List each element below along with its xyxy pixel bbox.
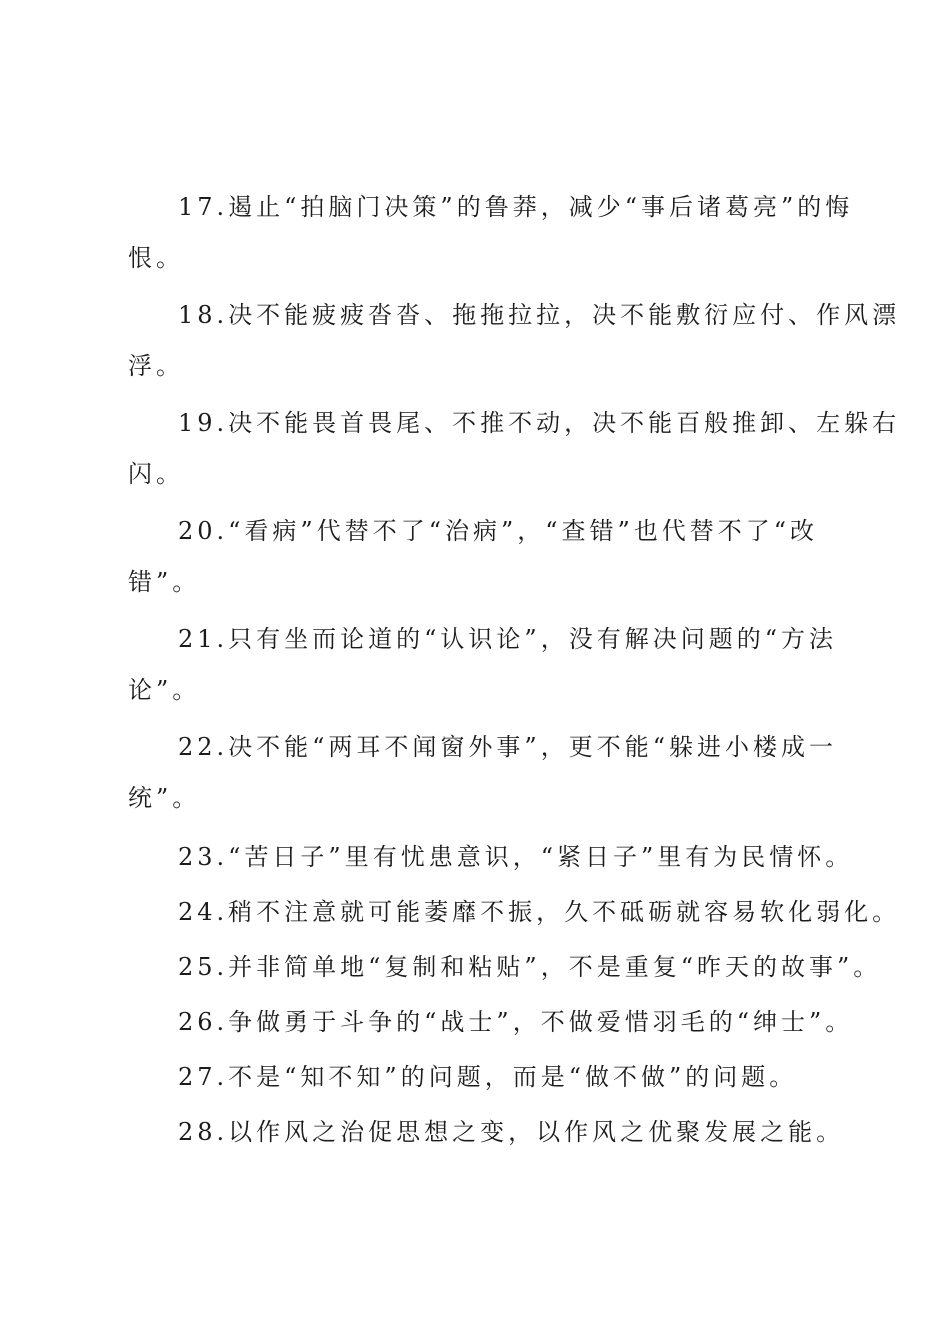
list-item-21	[128, 614, 837, 716]
list-item-27	[128, 1050, 832, 1105]
item-22-line-2: 统”。	[128, 784, 201, 812]
item-20-line-1: 20.“看病”代替不了“治病”，“查错”也代替不了“改	[178, 517, 819, 545]
list-item-25	[128, 940, 882, 995]
item-28-text: 28.以作风之治促思想之变，以作风之优聚发展之能。	[178, 1118, 845, 1146]
item-27-text: 27.不是“知不知”的问题，而是“做不做”的问题。	[178, 1063, 798, 1091]
item-22-line-1: 22.决不能“两耳不闻窗外事”，更不能“躲进小楼成一	[178, 733, 837, 761]
list-item-24	[128, 885, 901, 940]
item-21-line-2: 论”。	[128, 676, 201, 704]
item-19-line-1: 19.决不能畏首畏尾、不推不动，决不能百般推卸、左躲右	[178, 409, 901, 437]
list-item-26	[128, 995, 854, 1050]
item-17-line-2: 恨。	[128, 244, 184, 272]
list-item-23	[128, 830, 854, 885]
item-24-text: 24.稍不注意就可能萎靡不振，久不砥砺就容易软化弱化。	[178, 898, 901, 926]
document-body	[128, 182, 901, 1160]
list-item-28	[128, 1105, 845, 1160]
list-item-22	[128, 722, 837, 824]
item-25-text: 25.并非简单地“复制和粘贴”，不是重复“昨天的故事”。	[178, 953, 882, 981]
list-item-19	[128, 398, 901, 500]
item-18-line-1: 18.决不能疲疲沓沓、拖拖拉拉，决不能敷衍应付、作风漂	[178, 301, 901, 329]
item-21-line-1: 21.只有坐而论道的“认识论”，没有解决问题的“方法	[178, 625, 837, 653]
list-item-18	[128, 290, 901, 392]
item-23-text: 23.“苦日子”里有忧患意识，“紧日子”里有为民情怀。	[178, 843, 854, 871]
item-19-line-2: 闪。	[128, 460, 184, 488]
item-17-line-1: 17.遏止“拍脑门决策”的鲁莽，减少“事后诸葛亮”的悔	[178, 193, 854, 221]
list-item-17	[128, 182, 854, 284]
item-20-line-2: 错”。	[128, 568, 201, 596]
list-item-20	[128, 506, 832, 608]
item-26-text: 26.争做勇于斗争的“战士”，不做爱惜羽毛的“绅士”。	[178, 1008, 854, 1036]
item-18-line-2: 浮。	[128, 352, 184, 380]
